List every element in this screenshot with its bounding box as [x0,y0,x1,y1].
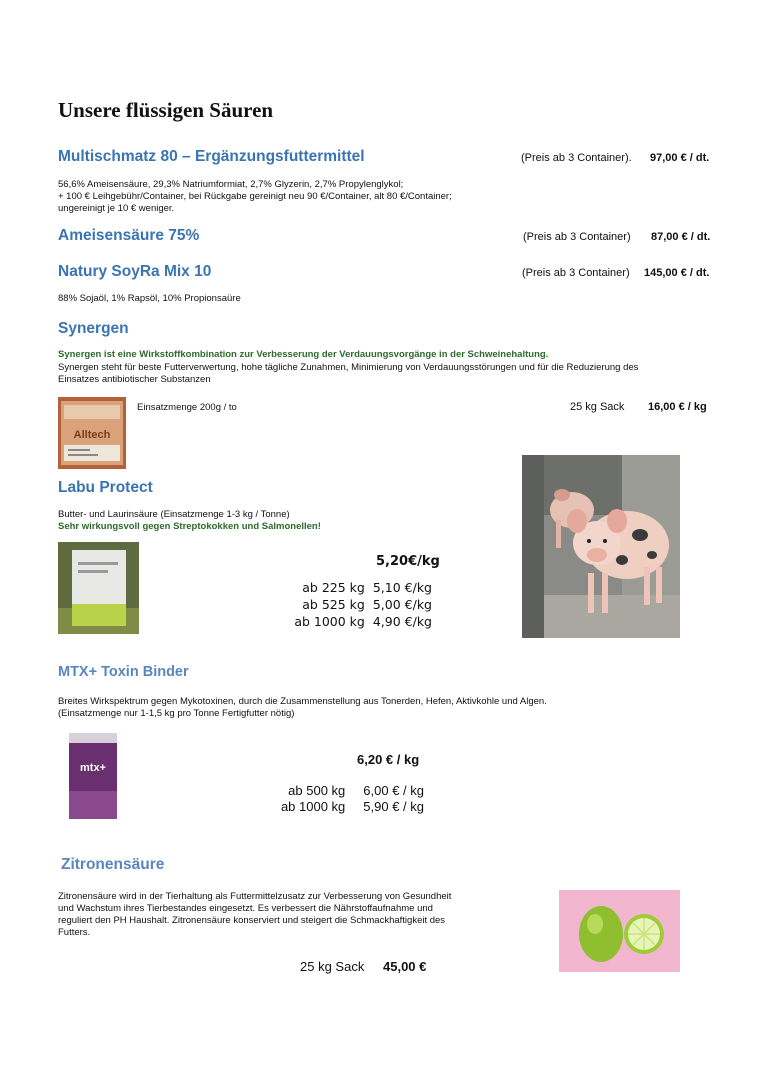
pigs-graphic [522,455,680,638]
product-title-ameisensaeure: Ameisensäure 75% [58,227,200,244]
dosage-synergen: Einsatzmenge 200g / to [137,402,237,413]
price-zitronensaeure: 45,00 € [383,959,427,974]
tier-list-mtx [262,783,424,814]
description-synergen: Synergen steht für beste Futterverwertung, hohe tägliche Zunahmen, Minimierung von Verdauungsstörungen und für die Reduzierung des Einsatzes antibiotischer Substanzen [58,362,639,385]
price-multischmatz: 97,00 € / dt. [650,152,710,164]
synergen-bag-image [58,397,126,469]
tier-price: 5,00 €/kg [372,597,432,612]
tier-qty: ab 1000 kg [280,799,346,814]
tier-qty: ab 1000 kg [294,614,365,629]
mtx-bag-brand: mtx+ [80,762,106,774]
product-title-mtx: MTX+ Toxin Binder [58,664,189,680]
description-multischmatz: 56,6% Ameisensäure, 29,3% Natriumformiat, 2,7% Glyzerin, 2,7% Propylenglykol; + 100 € Leihgebühr/Container, bei Rückgabe gereinigt neu 90 €/Container, alt 80 €/Container; ungereinigt je 10 € weniger. [58,179,452,214]
description-labu: Butter- und Laurinsäure (Einsatzmenge 1-3 kg / Tonne) [58,509,290,520]
tier-price: 5,90 € / kg [363,799,424,814]
product-title-synergen: Synergen [58,320,129,337]
price-labu: 5,20€/kg [376,554,440,569]
tier-price: 5,10 €/kg [372,580,432,595]
synergen-bag-graphic [58,397,126,469]
product-title-labu: Labu Protect [58,479,153,496]
highlight-synergen: Synergen ist eine Wirkstoffkombination zur Verbesserung der Verdauungsvorgänge in der Schweinehaltung. [58,349,549,360]
price-note-ameisensaeure: (Preis ab 3 Container) [523,231,631,243]
product-title-zitronensaeure: Zitronensäure [61,856,165,873]
mtx-bag-graphic [66,729,120,823]
tier-list-labu [294,580,432,629]
product-title-natury: Natury SoyRa Mix 10 [58,263,212,280]
tier-row [262,783,424,798]
pack-synergen: 25 kg Sack [570,401,625,413]
price-ameisensaeure: 87,00 € / dt. [651,231,711,243]
lime-photo [559,890,680,972]
tier-price: 4,90 €/kg [372,614,432,629]
tier-row [294,614,432,629]
price-note-multischmatz: (Preis ab 3 Container). [521,152,632,164]
description-zitronensaeure: Zitronensäure wird in der Tierhaltung als Futtermittelzusatz zur Verbesserung von Gesundheit und Wachstum ihres Tierbestandes eingesetzt. Es verbessert die Nährstoffaufnahme und reguliert den PH Haushalt. Zitronensäure konserviert und steigert die Schmackhaftigkeit des Futters. [58,891,452,938]
pack-zitronensaeure: 25 kg Sack [300,959,365,974]
tier-row [300,580,432,595]
mtx-bag-image [66,729,120,823]
tier-row [300,597,432,612]
labu-bag-graphic [58,542,139,634]
page-title: Unsere flüssigen Säuren [58,98,274,122]
tier-qty: ab 225 kg [302,580,365,595]
synergen-bag-brand: Alltech [73,429,111,441]
description-natury: 88% Sojaöl, 1% Rapsöl, 10% Propionsaüre [58,293,241,304]
tier-qty: ab 525 kg [302,597,365,612]
price-mtx: 6,20 € / kg [357,752,420,767]
lime-graphic [559,890,680,972]
labu-bag-image [58,542,139,634]
price-note-natury: (Preis ab 3 Container) [522,267,630,279]
price-synergen: 16,00 € / kg [648,401,707,413]
price-natury: 145,00 € / dt. [644,267,710,279]
tier-qty: ab 500 kg [288,783,346,798]
description-mtx: Breites Wirkspektrum gegen Mykotoxinen, durch die Zusammenstellung aus Tonerden, Hefen, Aktivkohle und Algen. (Einsatzmenge nur 1-1,5 kg pro Tonne Fertigfutter nötig) [58,696,547,719]
highlight-labu: Sehr wirkungsvoll gegen Streptokokken und Salmonellen! [58,521,321,532]
tier-row [262,799,424,814]
tier-price: 6,00 € / kg [363,783,424,798]
pigs-photo [522,455,680,638]
product-title-multischmatz: Multischmatz 80 – Ergänzungsfuttermittel [58,148,365,165]
